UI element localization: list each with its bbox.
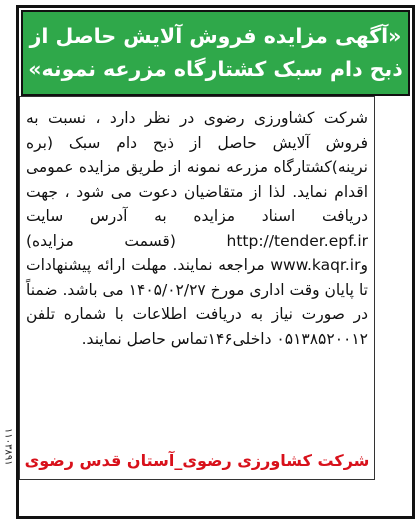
body-text-part-3: مراجعه نمایند. مهلت ارائه پیشنهادات تا پایان وقت اداری مورخ ۱۴۰۵/۰۲/۲۷ می باشد. ضمناً در صورت نیاز به دریافت اطلاعات با شماره تلفن ۰۵۱۳۸۵۲۰۰۱۲ داخلی۱۴۶تماس حاصل نمایند. — [26, 256, 368, 348]
announcement-body-box — [19, 96, 375, 480]
body-text-part-1: شرکت کشاورزی رضوی در نظر دارد ، نسبت به فروش آلایش حاصل از ذبح دام سبک (بره نرینه)کشتارگاه مزرعه نمونه از طریق مزایده عمومی اقدام نماید. لذا از متقاضیان دعوت می شود ، جهت دریافت اسناد مزایده به آدرس سایت — [26, 109, 368, 225]
body-text-part-2: (قسمت مزایده) و — [26, 231, 368, 274]
signature-line: شرکت کشاورزی رضوی_آستان قدس رضوی — [24, 451, 370, 470]
tender-site-url: http://tender.epf.ir — [226, 231, 368, 250]
title-line-1: «آگهی مزایده فروش آلایش حاصل از — [29, 24, 402, 48]
side-reference-code: ۱۱۰۳۸۹۱ — [2, 428, 14, 466]
announcement-body-text — [26, 106, 368, 351]
company-site-url: www.kaqr.ir — [270, 256, 361, 274]
title-banner — [21, 10, 410, 96]
title-line-2: ذبح دام سبک کشتارگاه مزرعه نمونه» — [28, 57, 403, 81]
